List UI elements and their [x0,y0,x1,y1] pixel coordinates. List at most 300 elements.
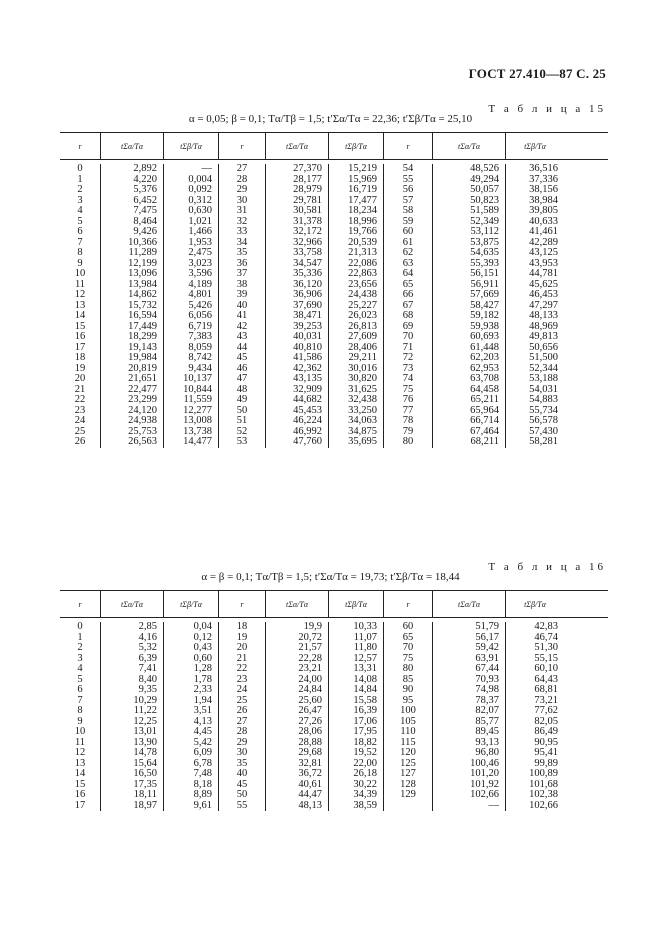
table-cell: 40 [236,299,248,311]
table-cell: 62,203 [470,352,499,363]
table-body [60,160,608,448]
table-cell: 17 [74,341,86,353]
table-cell: 10 [74,726,86,737]
data-table [60,132,608,448]
table-cell: 27 [236,715,248,727]
table-cell: 1,021 [188,215,212,227]
table-cell: 38 [236,278,248,290]
table-cell: 14,477 [183,436,212,447]
table-cell: 40,810 [293,341,322,353]
table-cell: 102,38 [529,789,558,800]
table-cell: 12,199 [128,257,157,269]
table-cell: 0,43 [193,642,212,653]
table-cell: 75 [402,383,414,395]
table-cell: 54,635 [470,247,499,258]
table-cell: 6,09 [193,747,212,758]
table-cell: 32,172 [293,226,322,237]
table-cell: 70 [402,642,414,653]
table-cell: 32,81 [298,757,322,769]
table-cell: 42,289 [529,236,558,248]
table-cell: 2,85 [138,621,157,632]
table-cell: 80 [402,663,414,674]
table-cell: 10 [74,268,86,279]
table-cell: 48,13 [298,799,322,811]
table-cell: 3 [77,194,83,206]
table-cell [384,801,432,812]
table-cell: 4 [77,663,83,674]
table-cell: 53 [236,436,248,447]
table-cell: 5,32 [138,642,157,653]
table-cell: 31 [236,205,248,216]
table-cell: 6,78 [193,757,212,769]
table-cell: 4,45 [193,726,212,737]
table-cell: 32,966 [293,236,322,248]
table-cell: 4 [77,205,83,216]
table-cell: 60,10 [534,663,558,674]
table-cell: 125 [400,757,416,769]
table-cell: 50,656 [529,341,558,353]
table-cell: 7,475 [133,205,157,216]
table-cell: 67 [402,299,414,311]
table-cell: 51 [236,415,248,426]
table-cell: 48 [236,383,248,395]
table-cell: 47,760 [293,436,322,447]
table-cell: 15 [74,320,86,332]
table-cell: 23,299 [128,394,157,405]
table-cell: 19,143 [128,341,157,353]
table-cell: 45 [236,352,248,363]
table-cell: 10,33 [353,621,377,632]
table-cell: 9,426 [133,226,157,237]
table-cell: 33 [236,226,248,237]
table-cell: 82,05 [534,715,558,727]
table-cell: 63,91 [475,652,499,664]
table-cell: 50,057 [470,184,499,195]
table-cell: 37,690 [293,299,322,311]
table-cell: 52 [236,425,248,437]
column-header: tΣβ/Tα [524,599,546,609]
table-cell: 13,096 [128,268,157,279]
table-cell: 0,004 [188,173,212,185]
table-cell: 77 [402,404,414,416]
table-cell: 48,969 [529,320,558,332]
table-cell: 35,336 [293,268,322,279]
column-header: tΣα/Tα [266,133,329,159]
table-cell: — [488,799,499,811]
table-cell: 28,88 [298,736,322,748]
table-cell: 7 [77,694,83,706]
table-cell: 89,45 [475,726,499,737]
table-cell: 30,820 [348,373,377,384]
table-cell: 1,466 [188,226,212,237]
table-cell: 50,823 [470,194,499,206]
table-cell: 129 [400,789,416,800]
table-cell: 13,738 [183,425,212,437]
table-cell: 30,22 [353,778,377,790]
table-cell: 14,08 [353,673,377,685]
table-cell: 22,00 [353,757,377,769]
table-cell: 0,630 [188,205,212,216]
table-cell: 78 [402,415,414,426]
table-cell: 9,61 [193,799,212,811]
column-t-sigma-alpha [433,622,506,811]
table-cell: 25,60 [298,694,322,706]
table-cell: 46,992 [293,425,322,437]
table-cell: 22 [236,663,248,674]
table-cell: 40 [236,768,248,779]
table-cell: 8,059 [188,341,212,353]
table-cell: 18,996 [348,215,377,227]
table-cell: 34,39 [353,789,377,800]
table-cell: — [201,163,212,174]
table-caption: Т а б л и ц а 16 [488,561,606,573]
table-cell: 36,120 [293,278,322,290]
table-cell: 19 [74,362,86,374]
table-cell: 82,07 [475,705,499,716]
table-cell: 45,453 [293,404,322,416]
table-cell: 86,49 [534,726,558,737]
table-cell: 16,719 [348,184,377,195]
table-cell: 51,79 [475,621,499,632]
table-cell: 12,25 [133,715,157,727]
table-cell: 1,78 [193,673,212,685]
table-cell: 27,609 [348,331,377,342]
table-cell: 11,07 [353,631,377,643]
column-t-sigma-beta [506,164,564,448]
table-cell: 74,98 [475,684,499,695]
table-cell: 47 [236,373,248,384]
table-cell: 14,84 [353,684,377,695]
table-cell: 66,714 [470,415,499,426]
column-r [384,622,433,811]
table-cell: 2 [77,642,83,653]
column-r [60,622,101,811]
table-caption: Т а б л и ц а 15 [488,103,606,115]
table-cell: 28 [236,173,248,185]
table-cell: 59 [402,215,414,227]
table-cell: 46,453 [529,289,558,300]
table-cell: 14,862 [128,289,157,300]
table-cell: 48,133 [529,310,558,321]
table-cell: 3,023 [188,257,212,269]
table-cell: 93,13 [475,736,499,748]
table-cell: 24,938 [128,415,157,426]
table-cell: 59,182 [470,310,499,321]
table-cell: 40,61 [298,778,322,790]
table-cell: 4,189 [188,278,212,290]
table-cell: 17,06 [353,715,377,727]
table-cell: 20,819 [128,362,157,374]
table-cell: 64,458 [470,383,499,395]
table-cell: 30 [236,747,248,758]
table-cell: 56 [402,184,414,195]
table-cell: 70,93 [475,673,499,685]
table-cell: 38,156 [529,184,558,195]
table-cell: 59,938 [470,320,499,332]
table-cell: 17,449 [128,320,157,332]
table-cell: 4,220 [133,173,157,185]
column-t-sigma-alpha [101,622,164,811]
table-cell: 37,336 [529,173,558,185]
table-cell: 14 [74,768,86,779]
table-cell: 30 [236,194,248,206]
column-header: tΣβ/Tα [329,133,384,159]
table-cell: 40,031 [293,331,322,342]
table-cell: 41,586 [293,352,322,363]
table-cell: 16,39 [353,705,377,716]
table-cell: 0 [77,163,83,174]
table-cell: 43,125 [529,247,558,258]
table-cell: 33,758 [293,247,322,258]
table-cell: 46,74 [534,631,558,643]
page-header: ГОСТ 27.410—87 С. 25 [468,66,606,81]
table-cell: 5 [77,673,83,685]
table-cell: 44,781 [529,268,558,279]
table-cell: 45 [236,778,248,790]
table-cell: 29,68 [298,747,322,758]
column-header: tΣβ/Tα [164,133,219,159]
table-cell: 15,58 [353,694,377,706]
table-cell: 33,250 [348,404,377,416]
table-cell: 59,42 [475,642,499,653]
table-cell: 50 [236,404,248,416]
table-cell: 22,477 [128,383,157,395]
table-cell: 6 [77,226,83,237]
table-cell: 12,277 [183,404,212,416]
table-cell: 35 [236,757,248,769]
table-cell: 29,211 [348,352,377,363]
table-cell: 22 [74,394,86,405]
table-cell: 4,13 [193,715,212,727]
table-cell: 22,28 [298,652,322,664]
table-cell: 25 [236,694,248,706]
table-cell: 13 [74,299,86,311]
table-cell: 12 [74,747,86,758]
table-cell: 29,781 [293,194,322,206]
table-cell: 6,056 [188,310,212,321]
table-cell: 5,42 [193,736,212,748]
table-cell: 115 [400,736,416,748]
table-cell: 32,909 [293,383,322,395]
table-cell: 101,92 [470,778,499,790]
table-cell: 44,682 [293,394,322,405]
table-cell: 7,41 [138,663,157,674]
column-header: tΣβ/Tα [164,591,219,617]
table-cell: 54 [402,163,414,174]
table-cell: 3,596 [188,268,212,279]
table-cell: 24,438 [348,289,377,300]
table-cell: 40,633 [529,215,558,227]
table-cell: 26,813 [348,320,377,332]
column-header: r [219,133,266,159]
table-cell: 20,72 [298,631,322,643]
table-cell: 20 [236,642,248,653]
table-cell: 17 [74,799,86,811]
table-cell: 24,84 [298,684,322,695]
table-cell: 34,063 [348,415,377,426]
table-cell: 90,95 [534,736,558,748]
table-cell: 52,344 [529,362,558,374]
table-cell: 8,89 [193,789,212,800]
table-cell: 34,875 [348,425,377,437]
table-cell: 55,393 [470,257,499,269]
table-cell: 60 [402,226,414,237]
table-cell: 3 [77,652,83,664]
table-cell: 25,753 [128,425,157,437]
column-header: tΣα/Tα [101,133,164,159]
table-cell: 28,06 [298,726,322,737]
table-cell: 58 [402,205,414,216]
table-parameters: α = β = 0,1; Tα/Tβ = 1,5; t′Σα/Tα = 19,73; t′Σβ/Tα = 18,44 [201,571,460,583]
table-cell: 17,95 [353,726,377,737]
table-cell: 0 [77,621,83,632]
table-cell: 42,83 [534,621,558,632]
table-cell: 66 [402,289,414,300]
table-cell: 26,47 [298,705,322,716]
table-cell: 15,219 [348,163,377,174]
table-cell: 43 [236,331,248,342]
table-cell: 31,625 [348,383,377,395]
table-cell: 29 [236,736,248,748]
table-cell: 36 [236,257,248,269]
column-header: tΣα/Tα [433,133,506,159]
table-body [60,618,608,811]
table-cell: 23,656 [348,278,377,290]
table-cell: 28,979 [293,184,322,195]
table-cell: 85,77 [475,715,499,727]
table-cell: 56,17 [475,631,499,643]
table-cell: 22,863 [348,268,377,279]
table-cell: 15 [74,778,86,790]
table-cell: 38,59 [353,799,377,811]
table-cell: 48,526 [470,163,499,174]
table-cell: 11,80 [353,642,377,653]
table-cell: 18,234 [348,205,377,216]
table-cell: 38,471 [293,310,322,321]
table-cell: 60,693 [470,331,499,342]
table-cell: 23,21 [298,663,322,674]
table-cell: 68 [402,310,414,321]
table-cell: 21,313 [348,247,377,258]
table-cell: 51,589 [470,205,499,216]
table-cell: 75 [402,652,414,664]
table-cell: 22,086 [348,257,377,269]
column-t-sigma-alpha [101,164,164,448]
table-cell: 127 [400,768,416,779]
column-r [219,164,266,448]
column-header: tΣα/Tα [433,591,506,617]
column-header: tΣβ/Tα [329,591,384,617]
table-cell: 24 [74,415,86,426]
table-cell: 21,651 [128,373,157,384]
table-cell: 30,016 [348,362,377,374]
table-cell: 26,18 [353,768,377,779]
table-cell: 120 [400,747,416,758]
table-cell: 43,953 [529,257,558,269]
table-cell: 32,438 [348,394,377,405]
table-cell: 26,023 [348,310,377,321]
table-cell: 8,40 [138,673,157,685]
table-cell: 6,39 [138,652,157,664]
table-cell: 76 [402,394,414,405]
table-cell: 77,62 [534,705,558,716]
table-cell: 27 [236,163,248,174]
table-cell: 90 [402,684,414,695]
table-cell: 55,15 [534,652,558,664]
column-t-sigma-alpha [266,622,329,811]
table-cell: 15,64 [133,757,157,769]
table-cell: 28,406 [348,341,377,353]
table-cell: 45,625 [529,278,558,290]
table-cell: 13,90 [133,736,157,748]
table-cell: 31,378 [293,215,322,227]
column-header: r [384,591,433,617]
table-cell: 25 [74,425,86,437]
table-cell: 46,224 [293,415,322,426]
table-cell: 61 [402,236,414,248]
table-cell: 10,137 [183,373,212,384]
table-cell: 13 [74,757,86,769]
table-cell: 35,695 [348,436,377,447]
table-cell: 96,80 [475,747,499,758]
table-cell: 18,11 [133,789,157,800]
table-cell: 95,41 [534,747,558,758]
table-cell: 44,47 [298,789,322,800]
column-t-sigma-beta [164,622,219,811]
table-cell: 28 [236,726,248,737]
table-cell: 36,72 [298,768,322,779]
table-cell: 11 [74,736,86,748]
table-cell: 2,892 [133,163,157,174]
table-cell: 44 [236,341,248,353]
table-cell: 36,906 [293,289,322,300]
table-cell: 101,20 [470,768,499,779]
table-cell: 27,26 [298,715,322,727]
table-cell: 63 [402,257,414,269]
table-cell: 100,46 [470,757,499,769]
table-cell: 100,89 [529,768,558,779]
table-cell: 65 [402,278,414,290]
table-cell: 24,120 [128,404,157,416]
data-table [60,590,608,811]
table-cell: 20 [74,373,86,384]
table-cell: 18 [236,621,248,632]
table-cell: 13,31 [353,663,377,674]
table-cell: 51,30 [534,642,558,653]
table-cell: 1 [77,631,83,643]
table-cell: 68,81 [534,684,558,695]
table-cell: 16,594 [128,310,157,321]
table-cell: 58,281 [529,436,558,447]
table-cell: 78,37 [475,694,499,706]
table-cell: 11,22 [133,705,157,716]
table-cell: 1 [77,173,83,185]
column-header: tΣβ/Tα [524,141,546,151]
table-cell: 6 [77,684,83,695]
table-cell: 51,500 [529,352,558,363]
table-cell: 15,732 [128,299,157,311]
table-cell: 102,66 [470,789,499,800]
column-t-sigma-alpha [433,164,506,448]
table-cell: 36,516 [529,163,558,174]
table-cell: 3,51 [193,705,212,716]
table-cell: 16,50 [133,768,157,779]
table-cell: 5,426 [188,299,212,311]
table-cell: 2 [77,184,83,195]
table-cell: 63,708 [470,373,499,384]
table-cell: 8 [77,247,83,258]
table-cell: 8 [77,705,83,716]
